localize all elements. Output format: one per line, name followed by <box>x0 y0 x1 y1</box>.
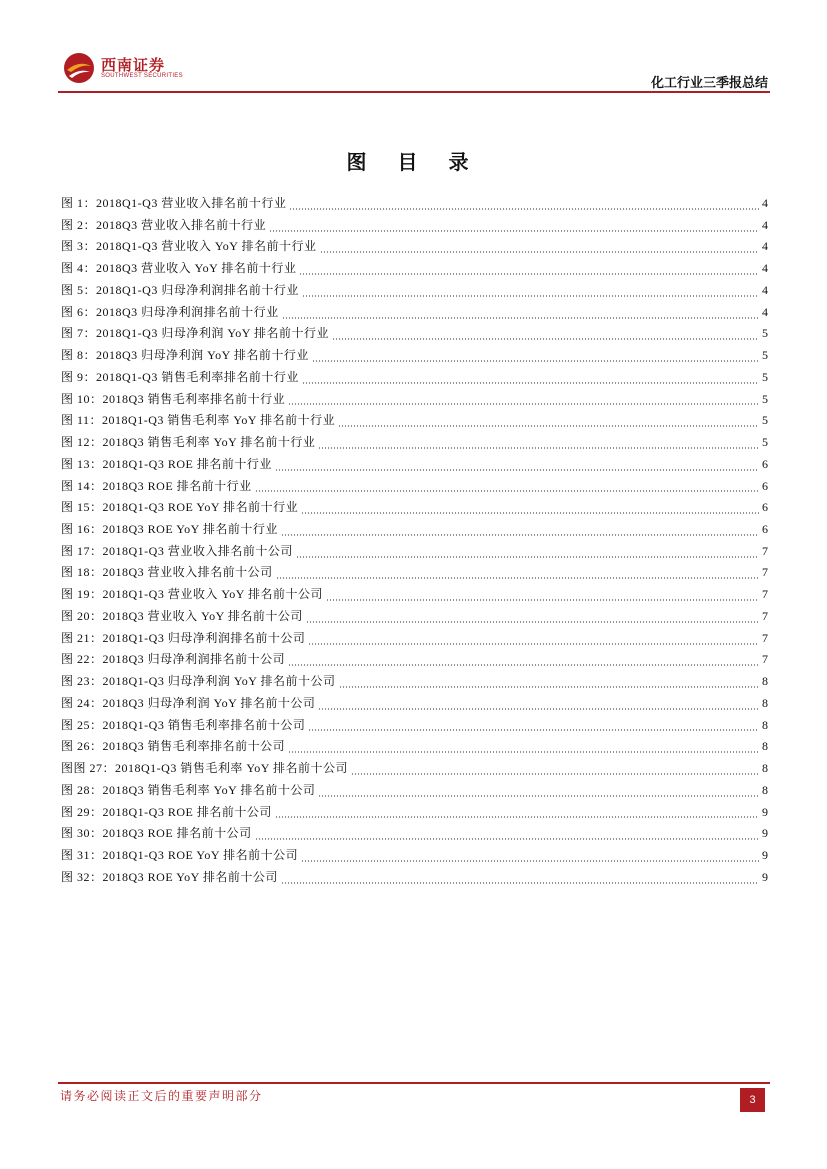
toc-entry[interactable] <box>61 236 768 258</box>
toc-entry[interactable] <box>61 215 768 237</box>
toc-dot-leader <box>312 360 759 362</box>
logo-english-name: SOUTHWEST SECURITIES <box>101 73 183 79</box>
toc-dot-leader <box>332 338 759 340</box>
company-logo <box>63 48 193 84</box>
toc-entry-label: 图 29：2018Q1-Q3 ROE 排名前十公司 <box>61 804 272 819</box>
toc-dot-leader <box>302 295 759 297</box>
toc-entry[interactable] <box>61 736 768 758</box>
toc-dot-leader <box>351 773 759 775</box>
toc-entry-page: 5 <box>762 391 768 406</box>
toc-entry-label: 图 28：2018Q3 销售毛利率 YoY 排名前十公司 <box>61 782 316 797</box>
toc-entry-label: 图 25：2018Q1-Q3 销售毛利率排名前十公司 <box>61 717 306 732</box>
report-title: 化工行业三季报总结 <box>650 76 768 91</box>
toc-entry-page: 4 <box>762 282 768 297</box>
toc-dot-leader <box>302 382 759 384</box>
toc-entry-page: 7 <box>762 587 768 602</box>
toc-dot-leader <box>255 490 759 492</box>
toc-entry[interactable] <box>61 758 768 780</box>
page-header <box>58 46 770 92</box>
toc-entry-label: 图 5：2018Q1-Q3 归母净利润排名前十行业 <box>61 282 299 297</box>
toc-entry[interactable] <box>61 867 768 889</box>
toc-entry-label: 图 18：2018Q3 营业收入排名前十公司 <box>61 565 273 580</box>
toc-title: 图 目 录 <box>346 150 481 174</box>
logo-chinese-name: 西南证券 <box>101 56 166 74</box>
toc-entry[interactable] <box>61 345 768 367</box>
toc-entry-label: 图 7：2018Q1-Q3 归母净利润 YoY 排名前十行业 <box>61 326 330 341</box>
toc-entry[interactable] <box>61 258 768 280</box>
toc-entry-page: 8 <box>762 717 768 732</box>
toc-entry[interactable] <box>61 476 768 498</box>
toc-entry[interactable] <box>61 410 768 432</box>
toc-entry[interactable] <box>61 432 768 454</box>
toc-entry[interactable] <box>61 845 768 867</box>
toc-entry-page: 8 <box>762 761 768 776</box>
toc-dot-leader <box>299 273 759 275</box>
toc-entry-label: 图 17：2018Q1-Q3 营业收入排名前十公司 <box>61 543 293 558</box>
toc-entry[interactable] <box>61 802 768 824</box>
toc-entry-label: 图 3：2018Q1-Q3 营业收入 YoY 排名前十行业 <box>61 239 317 254</box>
toc-entry[interactable] <box>61 302 768 324</box>
toc-entry[interactable] <box>61 497 768 519</box>
toc-entry[interactable] <box>61 562 768 584</box>
toc-entry[interactable] <box>61 628 768 650</box>
toc-dot-leader <box>288 751 759 753</box>
toc-dot-leader <box>338 425 759 427</box>
toc-entry-label: 图 26：2018Q3 销售毛利率排名前十公司 <box>61 739 286 754</box>
footer-divider <box>58 1082 770 1084</box>
toc-entry-label: 图 8：2018Q3 归母净利润 YoY 排名前十行业 <box>61 348 309 363</box>
toc-dot-leader <box>318 708 759 710</box>
toc-entry-label: 图 21：2018Q1-Q3 归母净利润排名前十公司 <box>61 630 306 645</box>
toc-entry-label: 图 4：2018Q3 营业收入 YoY 排名前十行业 <box>61 261 297 276</box>
toc-entry-page: 9 <box>762 804 768 819</box>
toc-entry-page: 4 <box>762 239 768 254</box>
toc-dot-leader <box>318 447 759 449</box>
logo-emblem-icon <box>63 52 95 84</box>
toc-entry-label: 图 11：2018Q1-Q3 销售毛利率 YoY 排名前十行业 <box>61 413 336 428</box>
toc-entry[interactable] <box>61 823 768 845</box>
toc-entry-label: 图 15：2018Q1-Q3 ROE YoY 排名前十行业 <box>61 500 299 515</box>
toc-entry-label: 图 19：2018Q1-Q3 营业收入 YoY 排名前十公司 <box>61 587 324 602</box>
toc-entry[interactable] <box>61 193 768 215</box>
toc-entry[interactable] <box>61 780 768 802</box>
toc-entry[interactable] <box>61 715 768 737</box>
toc-dot-leader <box>306 621 759 623</box>
toc-dot-leader <box>308 643 759 645</box>
toc-dot-leader <box>318 795 759 797</box>
toc-entry-page: 8 <box>762 674 768 689</box>
toc-entry-label: 图 16：2018Q3 ROE YoY 排名前十行业 <box>61 522 278 537</box>
toc-entry-page: 7 <box>762 652 768 667</box>
toc-entry-page: 6 <box>762 478 768 493</box>
toc-entry-label: 图 30：2018Q3 ROE 排名前十公司 <box>61 826 252 841</box>
toc-entry-label: 图 31：2018Q1-Q3 ROE YoY 排名前十公司 <box>61 848 299 863</box>
toc-entry-page: 8 <box>762 782 768 797</box>
page-number-badge: 3 <box>740 1088 765 1112</box>
toc-entry[interactable] <box>61 323 768 345</box>
toc-dot-leader <box>282 317 759 319</box>
toc-entry-page: 6 <box>762 456 768 471</box>
toc-entry-page: 6 <box>762 500 768 515</box>
toc-entry[interactable] <box>61 584 768 606</box>
toc-entry-page: 6 <box>762 522 768 537</box>
toc-dot-leader <box>275 816 759 818</box>
toc-entry-label: 图 1：2018Q1-Q3 营业收入排名前十行业 <box>61 196 287 210</box>
toc-entry-label: 图 22：2018Q3 归母净利润排名前十公司 <box>61 652 286 667</box>
toc-entry-page: 5 <box>762 369 768 384</box>
toc-entry[interactable] <box>61 454 768 476</box>
toc-dot-leader <box>301 860 759 862</box>
toc-entry-label: 图 12：2018Q3 销售毛利率 YoY 排名前十行业 <box>61 435 316 450</box>
toc-entry-page: 7 <box>762 630 768 645</box>
toc-entry[interactable] <box>61 519 768 541</box>
toc-entry[interactable] <box>61 606 768 628</box>
toc-entry-page: 7 <box>762 608 768 623</box>
toc-entry-page: 4 <box>762 196 768 210</box>
figure-toc-list <box>61 193 768 889</box>
footer-disclaimer: 请务必阅读正文后的重要声明部分 <box>60 1089 263 1103</box>
toc-dot-leader <box>320 251 759 253</box>
toc-entry-label: 图 20：2018Q3 营业收入 YoY 排名前十公司 <box>61 608 303 623</box>
toc-entry-page: 7 <box>762 543 768 558</box>
toc-entry[interactable] <box>61 541 768 563</box>
toc-dot-leader <box>288 403 759 405</box>
toc-entry-label: 图 23：2018Q1-Q3 归母净利润 YoY 排名前十公司 <box>61 674 336 689</box>
toc-dot-leader <box>296 556 759 558</box>
toc-entry-page: 9 <box>762 826 768 841</box>
toc-entry-page: 4 <box>762 304 768 319</box>
toc-entry[interactable] <box>61 671 768 693</box>
toc-entry-label: 图 6：2018Q3 归母净利润排名前十行业 <box>61 304 279 319</box>
toc-entry-label: 图 9：2018Q1-Q3 销售毛利率排名前十行业 <box>61 369 299 384</box>
toc-dot-leader <box>255 838 759 840</box>
toc-dot-leader <box>301 512 759 514</box>
toc-entry-label: 图 2：2018Q3 营业收入排名前十行业 <box>61 217 267 232</box>
toc-dot-leader <box>276 577 759 579</box>
toc-entry[interactable] <box>61 280 768 302</box>
toc-entry-page: 9 <box>762 869 768 884</box>
toc-entry-label: 图 14：2018Q3 ROE 排名前十行业 <box>61 478 252 493</box>
toc-entry-label: 图 32：2018Q3 ROE YoY 排名前十公司 <box>61 869 278 884</box>
toc-dot-leader <box>281 882 759 884</box>
toc-entry-page: 8 <box>762 739 768 754</box>
toc-dot-leader <box>288 664 759 666</box>
toc-entry-label: 图图 27：2018Q1-Q3 销售毛利率 YoY 排名前十公司 <box>61 761 349 776</box>
toc-dot-leader <box>339 686 759 688</box>
toc-entry-page: 7 <box>762 565 768 580</box>
toc-entry-page: 4 <box>762 217 768 232</box>
toc-entry[interactable] <box>61 389 768 411</box>
toc-entry-page: 8 <box>762 695 768 710</box>
toc-dot-leader <box>326 599 759 601</box>
toc-entry-page: 5 <box>762 326 768 341</box>
toc-dot-leader <box>281 534 759 536</box>
toc-entry[interactable] <box>61 693 768 715</box>
header-divider <box>58 91 770 93</box>
toc-entry-page: 5 <box>762 413 768 428</box>
toc-entry-label: 图 10：2018Q3 销售毛利率排名前十行业 <box>61 391 286 406</box>
toc-dot-leader <box>289 208 759 210</box>
toc-entry-page: 5 <box>762 435 768 450</box>
toc-entry-label: 图 24：2018Q3 归母净利润 YoY 排名前十公司 <box>61 695 316 710</box>
toc-entry-page: 5 <box>762 348 768 363</box>
toc-entry-label: 图 13：2018Q1-Q3 ROE 排名前十行业 <box>61 456 272 471</box>
toc-dot-leader <box>275 469 759 471</box>
toc-entry[interactable] <box>61 367 768 389</box>
toc-dot-leader <box>308 729 759 731</box>
toc-dot-leader <box>269 230 759 232</box>
toc-entry[interactable] <box>61 649 768 671</box>
toc-entry-page: 9 <box>762 848 768 863</box>
toc-entry-page: 4 <box>762 261 768 276</box>
